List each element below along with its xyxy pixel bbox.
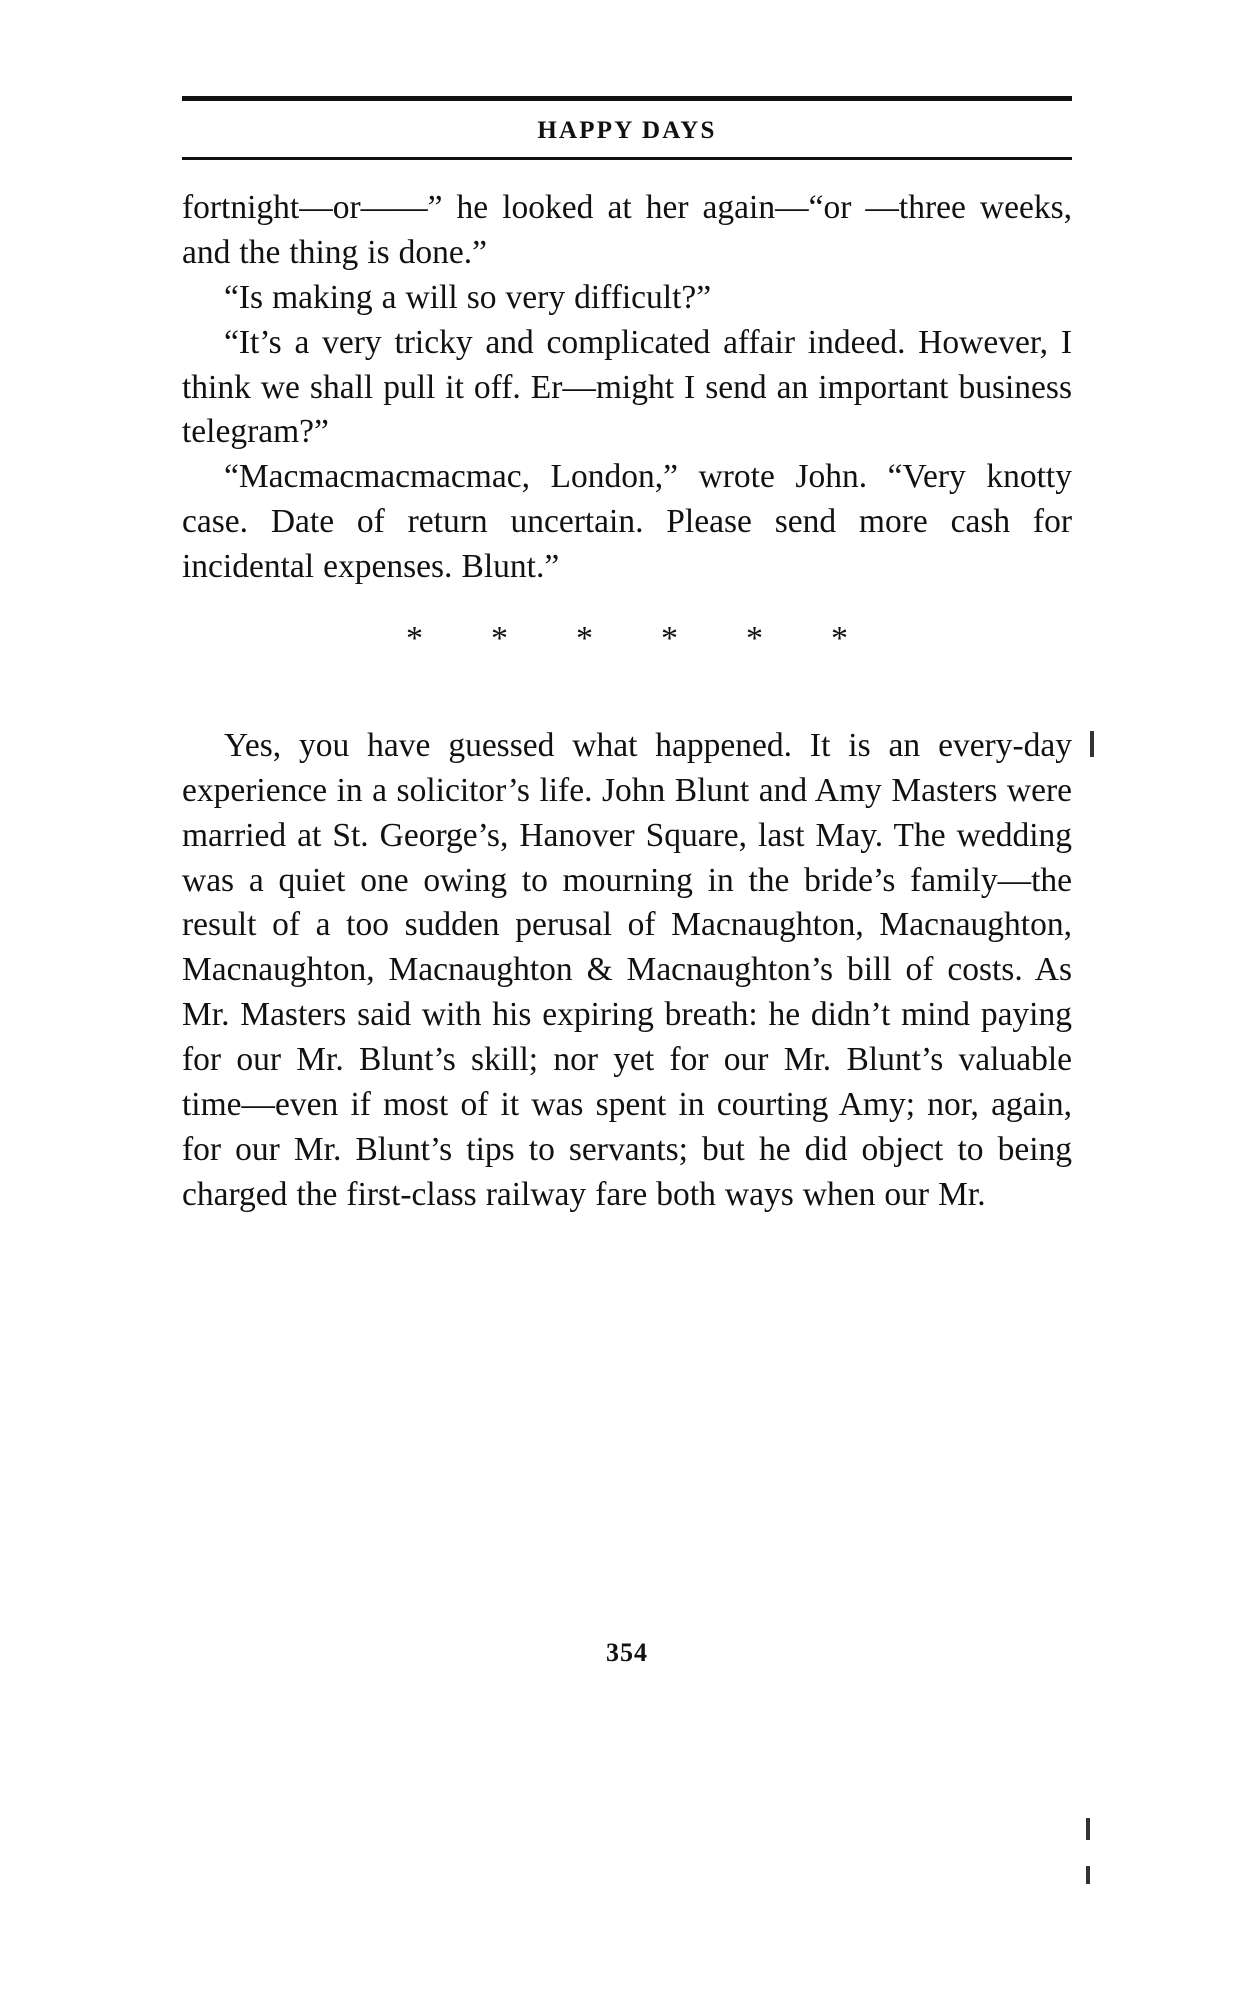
paragraph-1: fortnight—or——” he looked at her again—“or —three weeks, and the thing is done.” xyxy=(182,189,1072,271)
paragraph-2: “Is making a will so very difficult?” xyxy=(224,278,712,316)
asterisk-1: * xyxy=(406,619,423,657)
header-rule-bottom xyxy=(182,157,1072,160)
asterisk-2: * xyxy=(491,619,508,657)
page-speck-mark xyxy=(1090,731,1094,757)
paragraph-4: “Macmacmacmacmac, London,” wrote John. “Very knotty case. Date of return uncertain. Please send more cash for incidental expenses. Blunt.” xyxy=(182,458,1072,585)
header-rule-top xyxy=(182,96,1072,101)
running-head: HAPPY DAYS xyxy=(537,117,717,144)
page-speck-mark xyxy=(1086,1818,1090,1840)
asterisk-6: * xyxy=(831,619,848,657)
section-break-asterisks xyxy=(182,619,1072,657)
asterisk-5: * xyxy=(746,619,763,657)
section-spacer xyxy=(182,684,1072,724)
asterisk-3: * xyxy=(576,619,593,657)
page-speck-mark xyxy=(1086,1866,1090,1884)
asterisk-4: * xyxy=(661,619,678,657)
page-content xyxy=(182,96,1072,1218)
paragraph-5: Yes, you have guessed what happened. It is an every-day experience in a solicitor’s life. John Blunt and Amy Masters were married at St. George’s, Hanover Square, last May. The wedding was a quiet one owing to mourning in the bride’s family—the result of a too sudden perusal of Macnaughton, Macnaughton, Macnaughton, Macnaughton & Macnaughton’s bill of costs. As Mr. Masters said with his expiring breath: he didn’t mind paying for our Mr. Blunt’s skill; nor yet for our Mr. Blunt’s valuable time—even if most of it was spent in courting Amy; nor, again, for our Mr. Blunt’s tips to servants; but he did object to being charged the first-class railway fare both ways when our Mr. xyxy=(182,726,1072,1213)
page-number: 354 xyxy=(606,1638,648,1667)
paragraph-3: “It’s a very tricky and complicated affair indeed. However, I think we shall pull it off. Er—might I send an important business telegram?” xyxy=(182,323,1072,451)
